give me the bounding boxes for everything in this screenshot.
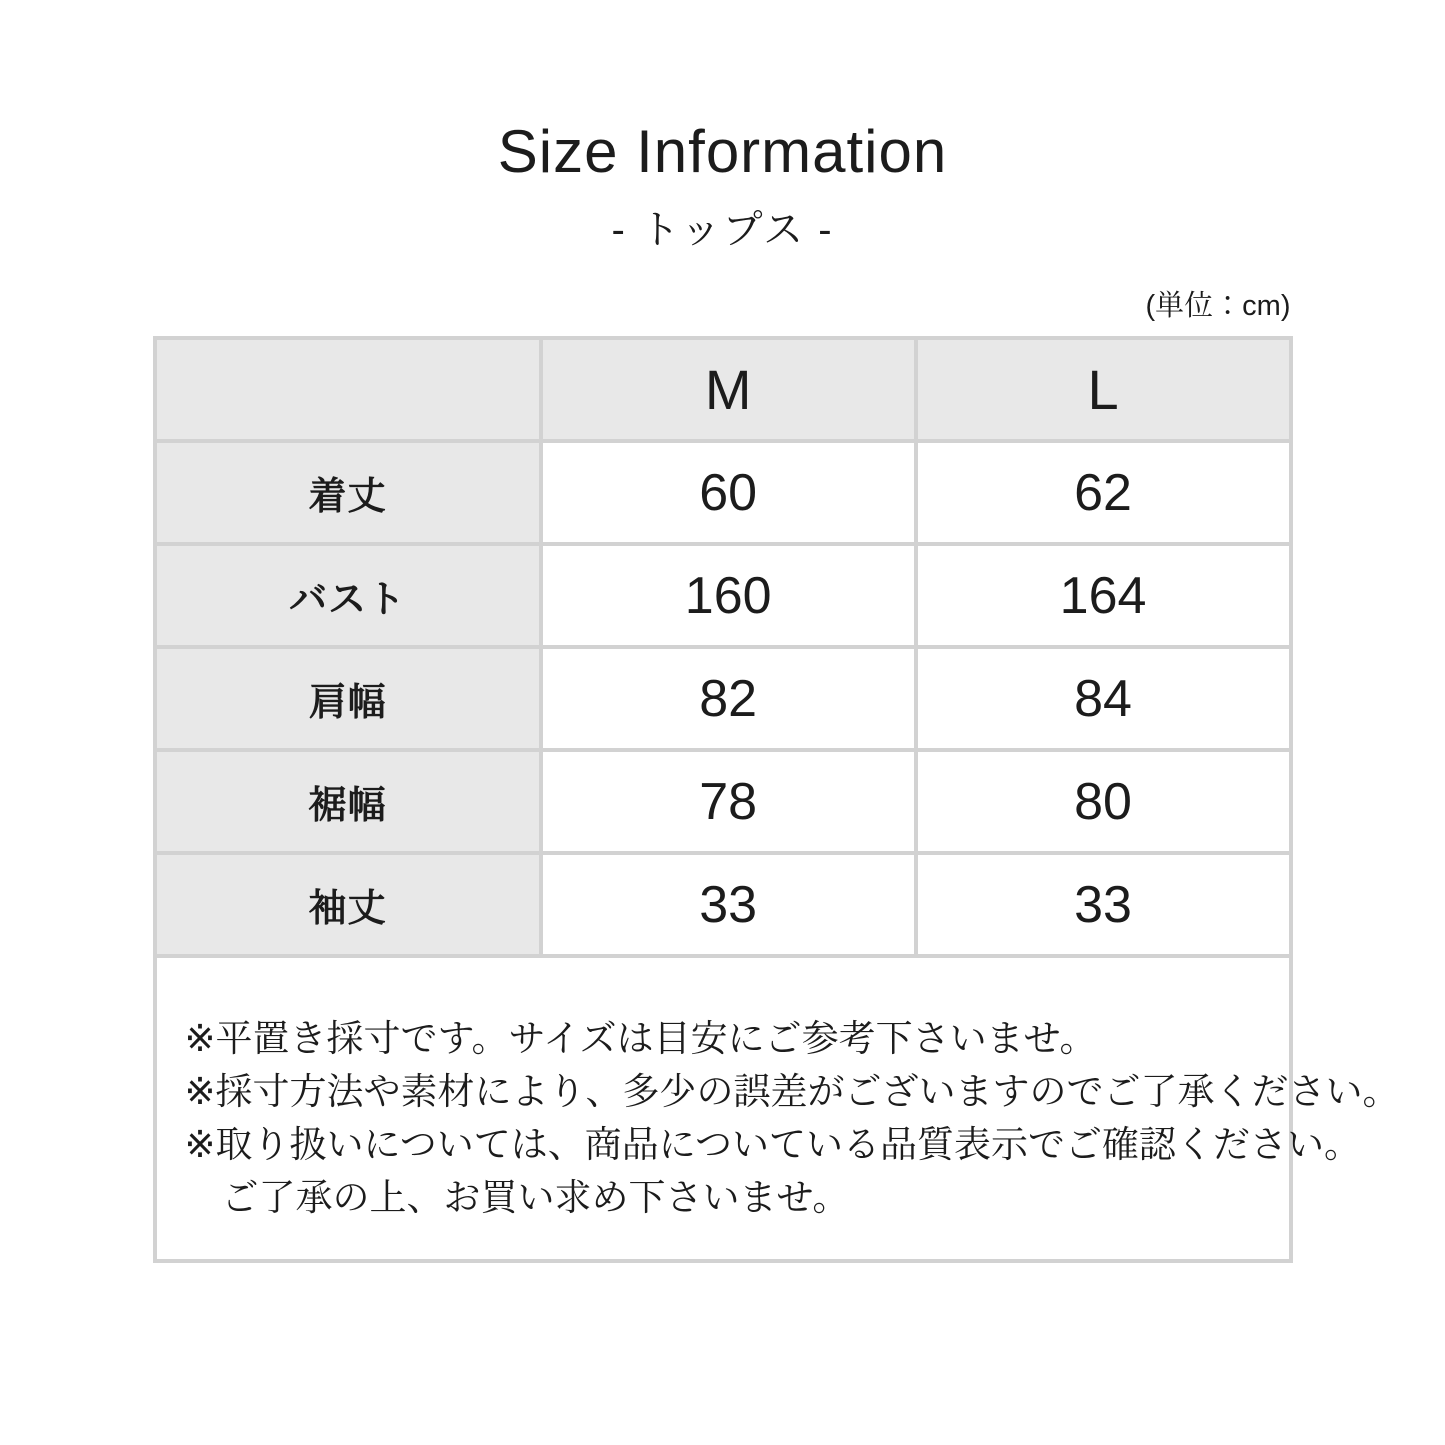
page-title: Size Information <box>497 118 948 185</box>
value-m: 60 <box>541 441 916 544</box>
row-label: 袖丈 <box>155 853 541 956</box>
size-info-page <box>153 0 1400 1263</box>
table-header-row <box>155 338 1291 441</box>
row-label: 着丈 <box>155 441 541 544</box>
table-row-suso-haba <box>155 750 1291 853</box>
value-m: 33 <box>541 853 916 956</box>
value-m: 160 <box>541 544 916 647</box>
corner-cell <box>155 338 541 441</box>
value-m: 82 <box>541 647 916 750</box>
page-subtitle: - トップス - <box>611 208 834 252</box>
table-row-bust <box>155 544 1291 647</box>
value-l: 33 <box>916 853 1291 956</box>
notes-cell <box>155 956 1400 1261</box>
unit-note: (単位：cm) <box>1145 290 1291 322</box>
row-label: 裾幅 <box>155 750 541 853</box>
value-l: 164 <box>916 544 1291 647</box>
notes-row <box>155 956 1291 1261</box>
value-m: 78 <box>541 750 916 853</box>
row-label: バスト <box>155 544 541 647</box>
value-l: 80 <box>916 750 1291 853</box>
table-row-chaku-take <box>155 441 1291 544</box>
note-line-3: ※取り扱いについては、商品についている品質表示でご確認ください。 <box>184 1123 1362 1165</box>
row-label: 肩幅 <box>155 647 541 750</box>
column-header-m: M <box>541 338 916 441</box>
size-table <box>153 336 1400 1263</box>
table-row-sode-take <box>155 853 1291 956</box>
note-line-1: ※平置き採寸です。サイズは目安にご参考下さいませ。 <box>184 1017 1097 1059</box>
note-line-4: ご了承の上、お買い求め下さいませ。 <box>184 1176 850 1218</box>
column-header-l: L <box>916 338 1291 441</box>
note-line-2: ※採寸方法や素材により、多少の誤差がございますのでご了承ください。 <box>184 1070 1400 1112</box>
value-l: 62 <box>916 441 1291 544</box>
value-l: 84 <box>916 647 1291 750</box>
table-row-kata-haba <box>155 647 1291 750</box>
